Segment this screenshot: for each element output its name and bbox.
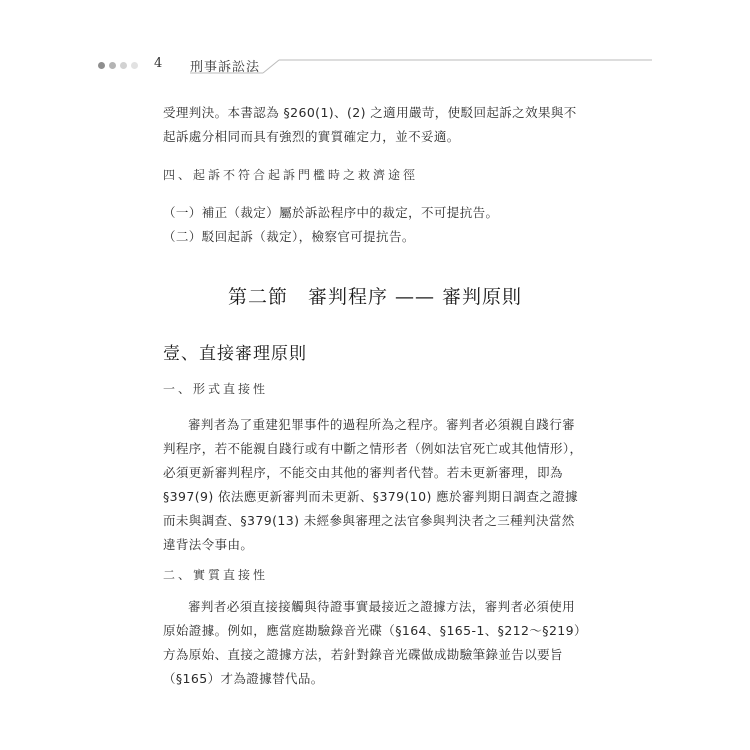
formal-directness-paragraph: 審判者為了重建犯罪事件的過程所為之程序。審判者必須親自踐行審判程序，若不能親自踐行或有中斷之情形者（例如法官死亡或其他情形），必須更新審判程序，不能交由其他的審判者代替。若未更新審理，即為 §397(9) 依法應更新審判而未更新、§379(10) 應於審判期日調查之證據而未與調查、§379(13) 未經參與審理之法官參與判決者之三種判決當然違背法令事由。	[163, 417, 583, 552]
header-dot	[98, 62, 105, 69]
principle-heading: 壹、直接審理原則	[163, 344, 307, 364]
page-number: 4	[154, 56, 163, 71]
material-directness-paragraph: 審判者必須直接接觸與待證事實最接近之證據方法，審判者必須使用原始證據。例如，應當庭勘驗錄音光碟（§164、§165-1、§212～§219）方為原始、直接之證據方法，若針對錄音光碟做成勘驗筆錄並告以要旨（§165）才為證據替代品。	[163, 599, 581, 686]
remedy-item: （二）駁回起訴（裁定），檢察官可提抗告。	[163, 229, 415, 244]
header-dots	[98, 62, 138, 69]
material-directness-heading: 二、實質直接性	[163, 568, 269, 582]
formal-directness-heading: 一、形式直接性	[163, 382, 269, 396]
remedy-item: （一）補正（裁定）屬於訴訟程序中的裁定，不可提抗告。	[163, 205, 499, 220]
header-dot	[120, 62, 127, 69]
running-title: 刑事訴訟法	[190, 60, 261, 75]
section-title: 第二節 審判程序 —— 審判原則	[227, 286, 523, 308]
header-dot	[109, 62, 116, 69]
intro-paragraph: 受理判決。本書認為 §260(1)、(2) 之適用嚴苛，使駁回起訴之效果與不起訴處分相同而具有強烈的實質確定力，並不妥適。	[163, 105, 577, 144]
header-dot	[131, 62, 138, 69]
remedy-heading: 四、起訴不符合起訴門檻時之救濟途徑	[163, 168, 419, 182]
